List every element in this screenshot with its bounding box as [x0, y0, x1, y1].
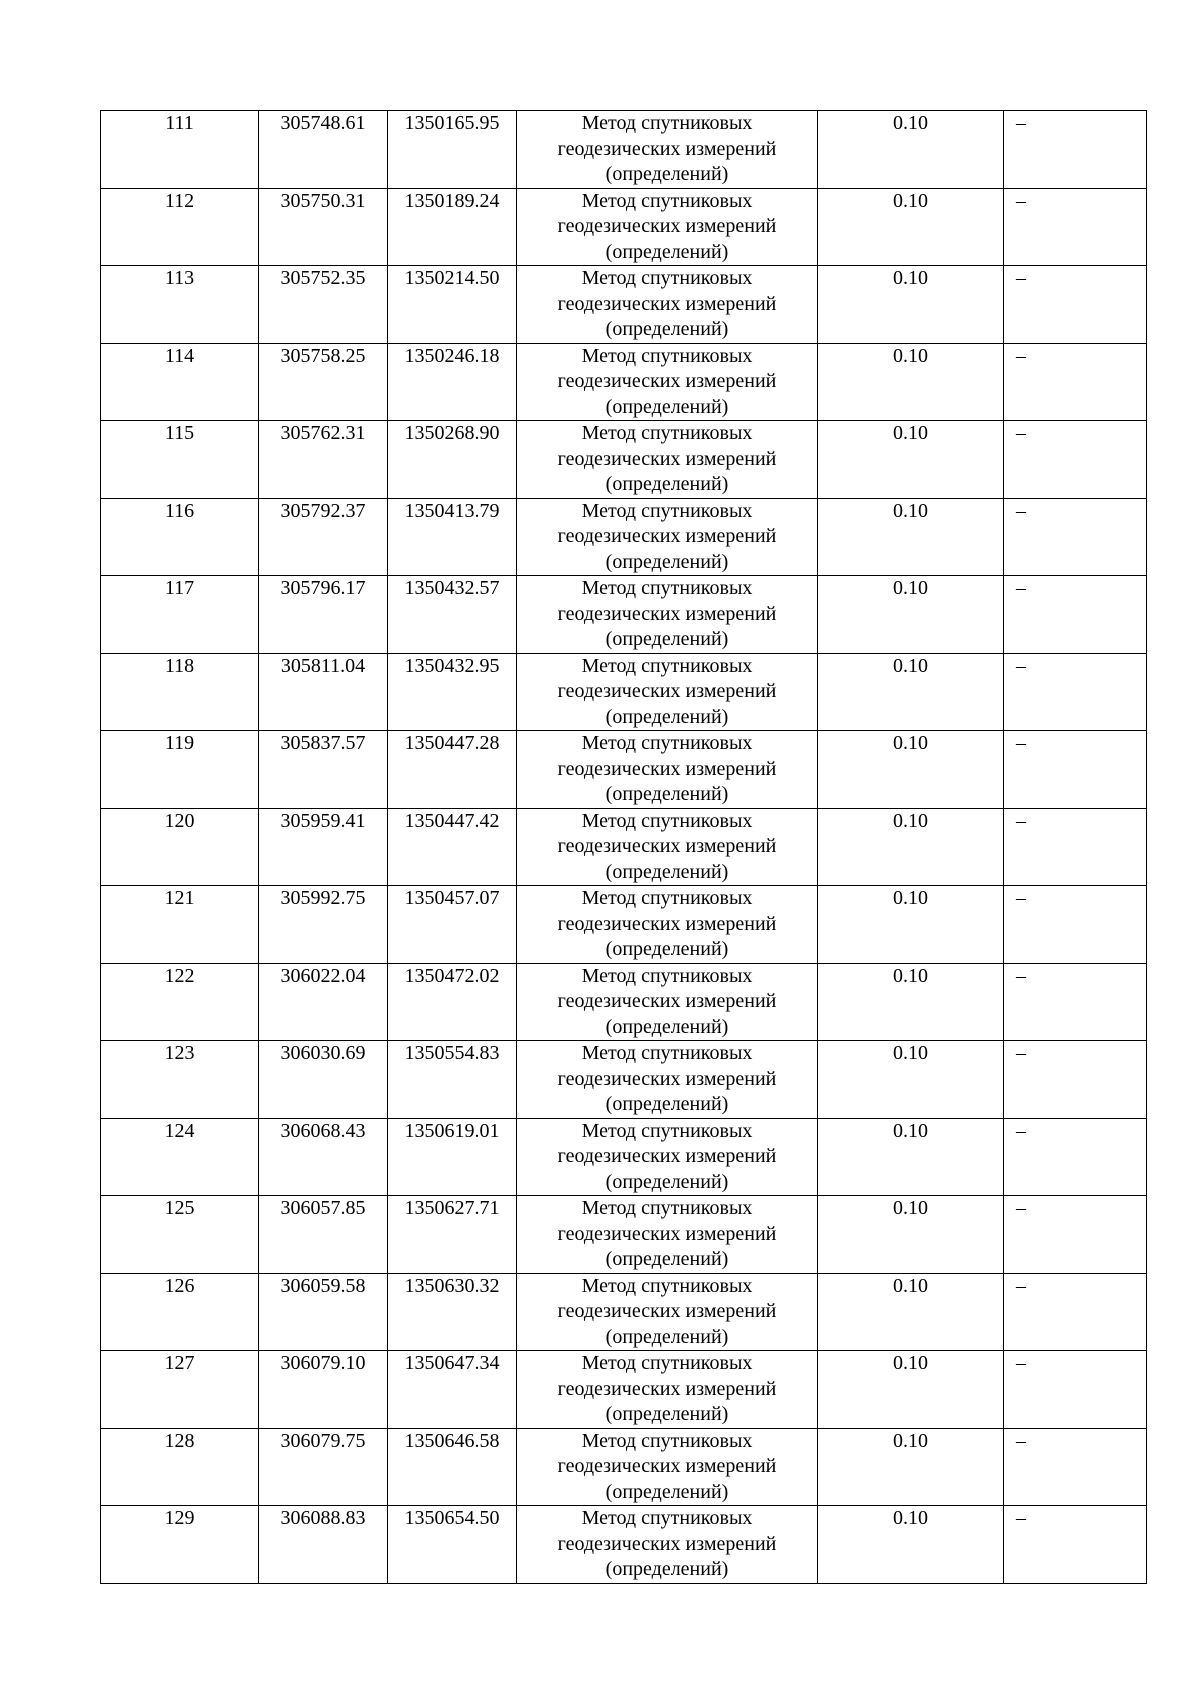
coordinate-y-cell: 1350447.42 — [388, 808, 517, 886]
table-row — [101, 963, 1147, 1041]
method-cell: Метод спутниковых геодезических измерений (определений) — [517, 421, 818, 499]
coordinate-y-cell: 1350432.95 — [388, 653, 517, 731]
point-number-cell: 124 — [101, 1118, 259, 1196]
coordinate-y-cell: 1350457.07 — [388, 886, 517, 964]
point-number-cell: 112 — [101, 188, 259, 266]
coordinate-x-cell: 305992.75 — [259, 886, 388, 964]
point-number-cell: 118 — [101, 653, 259, 731]
note-cell: – — [1004, 1273, 1147, 1351]
method-cell: Метод спутниковых геодезических измерений (определений) — [517, 886, 818, 964]
method-cell: Метод спутниковых геодезических измерений (определений) — [517, 1196, 818, 1274]
table-row — [101, 266, 1147, 344]
table-row — [101, 498, 1147, 576]
coordinate-x-cell: 305752.35 — [259, 266, 388, 344]
coordinate-y-cell: 1350472.02 — [388, 963, 517, 1041]
point-number-cell: 117 — [101, 576, 259, 654]
coordinate-x-cell: 306059.58 — [259, 1273, 388, 1351]
note-cell: – — [1004, 653, 1147, 731]
accuracy-cell: 0.10 — [818, 1196, 1004, 1274]
accuracy-cell: 0.10 — [818, 576, 1004, 654]
coordinate-y-cell: 1350432.57 — [388, 576, 517, 654]
point-number-cell: 123 — [101, 1041, 259, 1119]
accuracy-cell: 0.10 — [818, 266, 1004, 344]
coordinate-x-cell: 305811.04 — [259, 653, 388, 731]
table-row — [101, 1428, 1147, 1506]
accuracy-cell: 0.10 — [818, 886, 1004, 964]
accuracy-cell: 0.10 — [818, 808, 1004, 886]
coordinate-y-cell: 1350413.79 — [388, 498, 517, 576]
note-cell: – — [1004, 111, 1147, 189]
accuracy-cell: 0.10 — [818, 111, 1004, 189]
point-number-cell: 121 — [101, 886, 259, 964]
accuracy-cell: 0.10 — [818, 498, 1004, 576]
method-cell: Метод спутниковых геодезических измерений (определений) — [517, 1428, 818, 1506]
method-cell: Метод спутниковых геодезических измерений (определений) — [517, 1351, 818, 1429]
note-cell: – — [1004, 498, 1147, 576]
accuracy-cell: 0.10 — [818, 343, 1004, 421]
coordinate-y-cell: 1350214.50 — [388, 266, 517, 344]
coordinate-x-cell: 306030.69 — [259, 1041, 388, 1119]
coordinate-y-cell: 1350246.18 — [388, 343, 517, 421]
point-number-cell: 115 — [101, 421, 259, 499]
accuracy-cell: 0.10 — [818, 188, 1004, 266]
coordinate-x-cell: 306079.75 — [259, 1428, 388, 1506]
coordinate-y-cell: 1350165.95 — [388, 111, 517, 189]
accuracy-cell: 0.10 — [818, 963, 1004, 1041]
coordinate-x-cell: 305758.25 — [259, 343, 388, 421]
note-cell: – — [1004, 343, 1147, 421]
table-row — [101, 886, 1147, 964]
method-cell: Метод спутниковых геодезических измерений (определений) — [517, 1506, 818, 1584]
table-row — [101, 343, 1147, 421]
note-cell: – — [1004, 731, 1147, 809]
accuracy-cell: 0.10 — [818, 731, 1004, 809]
method-cell: Метод спутниковых геодезических измерений (определений) — [517, 498, 818, 576]
point-number-cell: 113 — [101, 266, 259, 344]
coordinates-table-body — [101, 111, 1147, 1584]
coordinate-x-cell: 305792.37 — [259, 498, 388, 576]
method-cell: Метод спутниковых геодезических измерений (определений) — [517, 1041, 818, 1119]
coordinate-x-cell: 305837.57 — [259, 731, 388, 809]
table-row — [101, 1196, 1147, 1274]
accuracy-cell: 0.10 — [818, 653, 1004, 731]
coordinate-y-cell: 1350654.50 — [388, 1506, 517, 1584]
coordinate-y-cell: 1350554.83 — [388, 1041, 517, 1119]
method-cell: Метод спутниковых геодезических измерений (определений) — [517, 653, 818, 731]
point-number-cell: 122 — [101, 963, 259, 1041]
accuracy-cell: 0.10 — [818, 1351, 1004, 1429]
method-cell: Метод спутниковых геодезических измерений (определений) — [517, 343, 818, 421]
point-number-cell: 128 — [101, 1428, 259, 1506]
method-cell: Метод спутниковых геодезических измерений (определений) — [517, 111, 818, 189]
table-row — [101, 576, 1147, 654]
coordinate-y-cell: 1350646.58 — [388, 1428, 517, 1506]
coordinate-y-cell: 1350630.32 — [388, 1273, 517, 1351]
method-cell: Метод спутниковых геодезических измерений (определений) — [517, 731, 818, 809]
method-cell: Метод спутниковых геодезических измерений (определений) — [517, 188, 818, 266]
table-row — [101, 1351, 1147, 1429]
coordinate-y-cell: 1350619.01 — [388, 1118, 517, 1196]
coordinate-x-cell: 305762.31 — [259, 421, 388, 499]
note-cell: – — [1004, 1196, 1147, 1274]
note-cell: – — [1004, 188, 1147, 266]
accuracy-cell: 0.10 — [818, 1506, 1004, 1584]
table-row — [101, 731, 1147, 809]
method-cell: Метод спутниковых геодезических измерений (определений) — [517, 1273, 818, 1351]
note-cell: – — [1004, 1428, 1147, 1506]
note-cell: – — [1004, 963, 1147, 1041]
method-cell: Метод спутниковых геодезических измерений (определений) — [517, 963, 818, 1041]
method-cell: Метод спутниковых геодезических измерений (определений) — [517, 1118, 818, 1196]
coordinate-x-cell: 306068.43 — [259, 1118, 388, 1196]
method-cell: Метод спутниковых геодезических измерений (определений) — [517, 576, 818, 654]
coordinates-table — [100, 110, 1147, 1584]
coordinate-y-cell: 1350268.90 — [388, 421, 517, 499]
accuracy-cell: 0.10 — [818, 1118, 1004, 1196]
note-cell: – — [1004, 266, 1147, 344]
coordinate-x-cell: 306088.83 — [259, 1506, 388, 1584]
coordinate-x-cell: 305796.17 — [259, 576, 388, 654]
table-row — [101, 188, 1147, 266]
table-row — [101, 653, 1147, 731]
point-number-cell: 116 — [101, 498, 259, 576]
method-cell: Метод спутниковых геодезических измерений (определений) — [517, 808, 818, 886]
note-cell: – — [1004, 576, 1147, 654]
note-cell: – — [1004, 1351, 1147, 1429]
coordinate-y-cell: 1350647.34 — [388, 1351, 517, 1429]
table-row — [101, 1506, 1147, 1584]
point-number-cell: 129 — [101, 1506, 259, 1584]
point-number-cell: 119 — [101, 731, 259, 809]
coordinate-y-cell: 1350189.24 — [388, 188, 517, 266]
table-row — [101, 1118, 1147, 1196]
accuracy-cell: 0.10 — [818, 1041, 1004, 1119]
point-number-cell: 127 — [101, 1351, 259, 1429]
note-cell: – — [1004, 1506, 1147, 1584]
accuracy-cell: 0.10 — [818, 421, 1004, 499]
point-number-cell: 120 — [101, 808, 259, 886]
note-cell: – — [1004, 808, 1147, 886]
point-number-cell: 111 — [101, 111, 259, 189]
table-row — [101, 808, 1147, 886]
coordinate-x-cell: 305748.61 — [259, 111, 388, 189]
coordinate-y-cell: 1350447.28 — [388, 731, 517, 809]
note-cell: – — [1004, 1118, 1147, 1196]
table-row — [101, 421, 1147, 499]
point-number-cell: 114 — [101, 343, 259, 421]
point-number-cell: 126 — [101, 1273, 259, 1351]
method-cell: Метод спутниковых геодезических измерений (определений) — [517, 266, 818, 344]
coordinate-x-cell: 306057.85 — [259, 1196, 388, 1274]
accuracy-cell: 0.10 — [818, 1273, 1004, 1351]
coordinate-x-cell: 305750.31 — [259, 188, 388, 266]
note-cell: – — [1004, 421, 1147, 499]
accuracy-cell: 0.10 — [818, 1428, 1004, 1506]
note-cell: – — [1004, 1041, 1147, 1119]
coordinate-x-cell: 305959.41 — [259, 808, 388, 886]
coordinate-y-cell: 1350627.71 — [388, 1196, 517, 1274]
table-row — [101, 1273, 1147, 1351]
coordinate-x-cell: 306022.04 — [259, 963, 388, 1041]
table-row — [101, 111, 1147, 189]
point-number-cell: 125 — [101, 1196, 259, 1274]
coordinate-x-cell: 306079.10 — [259, 1351, 388, 1429]
note-cell: – — [1004, 886, 1147, 964]
table-row — [101, 1041, 1147, 1119]
